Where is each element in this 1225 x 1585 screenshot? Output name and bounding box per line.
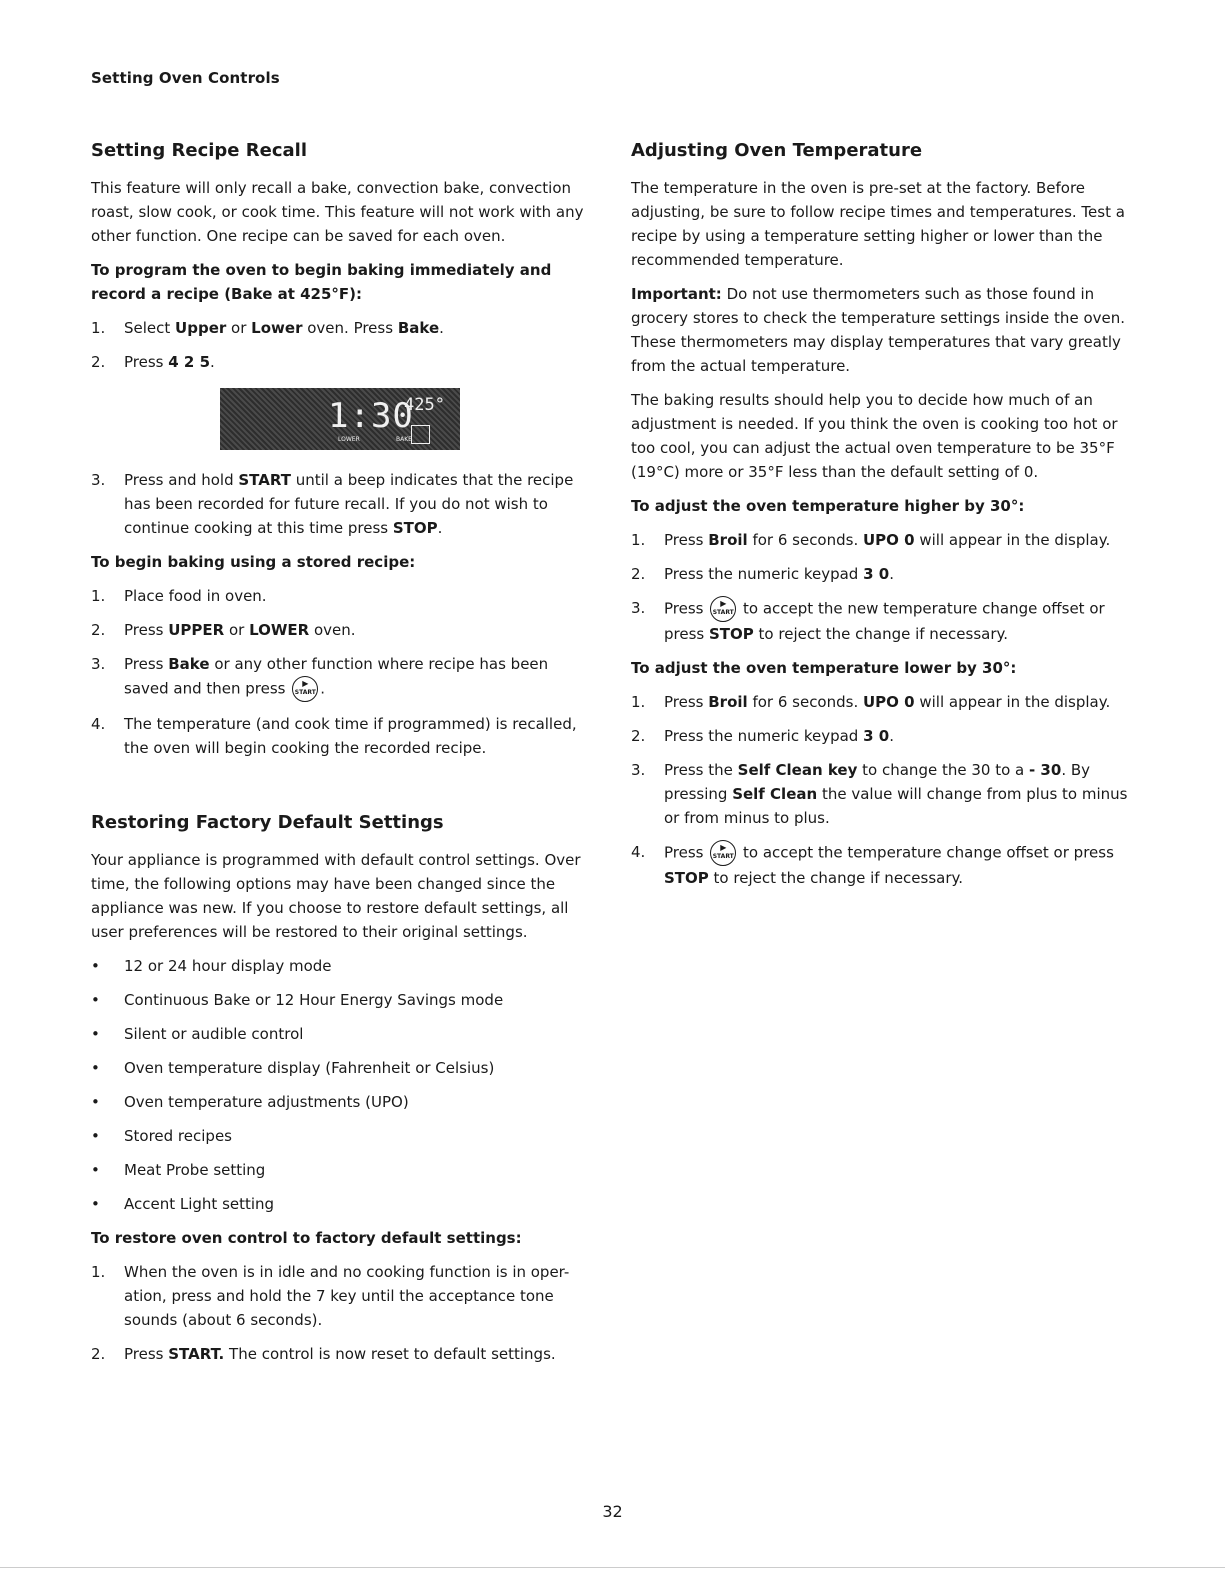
step-text: the value will change from plus to minus or from minus to plus. <box>664 785 1128 827</box>
step-bold: Bake <box>397 319 440 337</box>
step-text: for 6 seconds. <box>747 693 863 711</box>
list-item <box>631 528 1131 552</box>
display-time: 1:30 <box>328 396 414 436</box>
list-item <box>631 724 1131 748</box>
page-header: Setting Oven Controls <box>91 69 280 87</box>
start-icon-label: START <box>712 609 734 616</box>
step-bold: UPPER <box>168 621 225 639</box>
recipe-recall-title: Setting Recipe Recall <box>91 140 308 161</box>
step-text: . <box>889 565 894 583</box>
step-text: . <box>437 519 443 537</box>
factory-bullets <box>91 954 591 1216</box>
bullet-text: 12 or 24 hour display mode <box>124 957 332 975</box>
step-text: to change the 30 to a <box>857 761 1029 779</box>
bullet-text: Continuous Bake or 12 Hour Energy Savings mode <box>124 991 504 1009</box>
step-number: 1. <box>631 693 646 711</box>
adjust-important <box>631 282 1131 378</box>
list-item <box>91 652 591 702</box>
list-item <box>631 562 1131 586</box>
step-text: . <box>210 353 215 371</box>
step-text: Press <box>664 693 709 711</box>
step-number: 3. <box>631 599 646 617</box>
start-icon <box>710 840 736 866</box>
list-item <box>91 1342 591 1366</box>
important-label: Important: <box>631 285 722 303</box>
factory-title: Restoring Factory Default Settings <box>91 812 444 833</box>
step-text: Press <box>664 599 704 618</box>
step-bold: 3 0 <box>863 727 890 745</box>
step-text: . <box>439 319 444 337</box>
list-item <box>91 584 591 608</box>
step-bold: UPO 0 <box>863 693 915 711</box>
step-number: 1. <box>91 319 106 337</box>
step-number: 1. <box>91 587 106 605</box>
program-heading: To program the oven to begin baking immediately and record a recipe (Bake at 425°F): <box>91 261 552 303</box>
step-number: 2. <box>91 1345 106 1363</box>
step-text: Place food in oven. <box>124 587 267 605</box>
step-text: . <box>320 679 326 698</box>
bullet-icon: • <box>91 1025 100 1043</box>
step-text: will appear in the display. <box>914 531 1111 549</box>
factory-intro: Your appliance is programmed with default control settings. Over time, the following options may have been changed since the appliance was new. If you choose to restore default settings, all user preferences will be restored to their original settings. <box>91 851 581 941</box>
bullet-icon: • <box>91 991 100 1009</box>
bottom-divider <box>0 1567 1225 1568</box>
step-text: to reject the change if necessary. <box>753 625 1009 643</box>
step-number: 4. <box>91 715 106 733</box>
display-temperature: 425° <box>404 395 445 415</box>
step-bold: STOP <box>664 869 709 887</box>
list-item <box>91 1260 591 1332</box>
lower-heading: To adjust the oven temperature lower by 30°: <box>631 659 1017 677</box>
step-text: to reject the change if necessary. <box>708 869 964 887</box>
step-number: 2. <box>631 565 646 583</box>
step-text: oven. Press <box>302 319 398 337</box>
step-text: Press <box>664 531 709 549</box>
step-number: 3. <box>91 655 106 673</box>
list-item <box>91 350 591 374</box>
step-text: will appear in the display. <box>914 693 1111 711</box>
page-number: 32 <box>602 1502 623 1521</box>
bullet-text: Oven temperature display (Fahrenheit or Celsius) <box>124 1059 495 1077</box>
bullet-icon: • <box>91 1127 100 1145</box>
bullet-text: Stored recipes <box>124 1127 232 1145</box>
important-text: Do not use thermometers such as those found in grocery stores to check the temperature settings inside the oven. These thermometers may display temperatures that vary greatly from the actual temperature. <box>631 285 1125 375</box>
step-number: 4. <box>631 843 646 861</box>
step-text: The temperature (and cook time if programmed) is recalled, the oven will begin cooking the recorded recipe. <box>124 715 577 757</box>
play-icon: ▶ <box>720 843 727 852</box>
list-item <box>631 758 1131 830</box>
step-text: Press <box>124 621 169 639</box>
stored-heading: To begin baking using a stored recipe: <box>91 553 416 571</box>
step-bold: Broil <box>708 693 748 711</box>
step-text: for 6 seconds. <box>747 531 863 549</box>
step-bold: Bake <box>168 655 210 673</box>
adjust-intro: The temperature in the oven is pre-set at the factory. Before adjusting, be sure to follow recipe times and temperatures. Test a recipe by using a temperature setting higher or lower than the recommended temperature. <box>631 179 1125 269</box>
lower-steps <box>631 690 1131 890</box>
step-number: 2. <box>91 621 106 639</box>
stored-steps <box>91 584 591 760</box>
step-text: . <box>889 727 894 745</box>
list-item <box>91 1124 591 1148</box>
start-icon-label: START <box>712 853 734 860</box>
step-text: or any other function where recipe has been saved and then press <box>124 655 549 698</box>
program-steps-cont <box>91 468 591 540</box>
list-item <box>91 468 591 540</box>
step-text: oven. <box>309 621 356 639</box>
step-bold: STOP <box>709 625 754 643</box>
step-text: Press <box>124 353 169 371</box>
step-bold: Self Clean key <box>737 761 858 779</box>
display-bake-label: BAKE <box>396 436 412 443</box>
left-column <box>91 140 591 1376</box>
step-bold: START <box>238 471 291 489</box>
step-text: Select <box>124 319 176 337</box>
list-item <box>631 596 1131 646</box>
display-lower-label: LOWER <box>338 436 360 443</box>
start-icon-label: START <box>294 689 316 696</box>
step-text: to accept the temperature change offset or press <box>738 843 1114 862</box>
step-bold: START. <box>168 1345 225 1363</box>
step-text: or <box>224 621 250 639</box>
start-icon <box>710 596 736 622</box>
list-item <box>91 1192 591 1216</box>
step-text: The control is now reset to default settings. <box>224 1345 556 1363</box>
step-bold: Upper <box>175 319 227 337</box>
list-item <box>91 316 591 340</box>
step-number: 2. <box>631 727 646 745</box>
step-bold: Lower <box>251 319 303 337</box>
step-number: 3. <box>631 761 646 779</box>
step-text: to accept the new temperature change offset or press <box>664 599 1105 643</box>
start-icon <box>292 676 318 702</box>
list-item <box>91 712 591 760</box>
step-number: 1. <box>91 1263 106 1281</box>
adjust-results: The baking results should help you to decide how much of an adjustment is needed. If you think the oven is cooking too hot or too cool, you can adjust the actual oven temperature to be 35°F (19°C) more or 35°F less than the default setting of 0. <box>631 391 1118 481</box>
step-text: Press <box>124 655 169 673</box>
bullet-icon: • <box>91 1161 100 1179</box>
right-column <box>631 140 1131 900</box>
step-bold: STOP <box>392 519 438 537</box>
step-bold: 3 0 <box>863 565 890 583</box>
list-item <box>91 988 591 1012</box>
step-text: Press the <box>664 761 738 779</box>
step-text: until a beep indicates that the recipe has been recorded for future recall. If you do not wish to continue cooking at this time press <box>124 471 574 537</box>
list-item <box>91 1158 591 1182</box>
step-bold: - 30 <box>1028 761 1062 779</box>
step-number: 1. <box>631 531 646 549</box>
list-item <box>91 1090 591 1114</box>
display-indicator-box <box>411 425 430 444</box>
step-text: Press the numeric keypad <box>664 727 864 745</box>
bullet-icon: • <box>91 1059 100 1077</box>
list-item <box>91 1022 591 1046</box>
higher-steps <box>631 528 1131 646</box>
bullet-text: Meat Probe setting <box>124 1161 266 1179</box>
list-item <box>91 954 591 978</box>
step-number: 2. <box>91 353 106 371</box>
list-item <box>631 690 1131 714</box>
adjust-title: Adjusting Oven Temperature <box>631 140 923 161</box>
step-number: 3. <box>91 471 106 489</box>
bullet-text: Accent Light setting <box>124 1195 275 1213</box>
oven-display-image <box>220 388 460 450</box>
bullet-icon: • <box>91 1195 100 1213</box>
list-item <box>91 1056 591 1080</box>
step-text: When the oven is in idle and no cooking function is in oper- ation, press and hold the 7 key until the acceptance tone sounds (about 6 seconds). <box>124 1263 570 1329</box>
step-bold: UPO 0 <box>863 531 915 549</box>
step-text: or <box>226 319 252 337</box>
step-text: Press and hold <box>124 471 239 489</box>
higher-heading: To adjust the oven temperature higher by 30°: <box>631 497 1025 515</box>
list-item <box>91 618 591 642</box>
list-item <box>631 840 1131 890</box>
bullet-text: Oven temperature adjustments (UPO) <box>124 1093 409 1111</box>
step-text: Press the numeric keypad <box>664 565 864 583</box>
step-bold: 4 2 5 <box>168 353 211 371</box>
restore-heading: To restore oven control to factory default settings: <box>91 1229 522 1247</box>
step-text: Press <box>664 843 704 862</box>
recipe-recall-intro: This feature will only recall a bake, convection bake, convection roast, slow cook, or cook time. This feature will not work with any other function. One recipe can be saved for each oven. <box>91 179 584 245</box>
program-steps <box>91 316 591 374</box>
restore-steps <box>91 1260 591 1366</box>
step-bold: Broil <box>708 531 748 549</box>
play-icon: ▶ <box>720 599 727 608</box>
bullet-icon: • <box>91 1093 100 1111</box>
bullet-icon: • <box>91 957 100 975</box>
step-bold: Self Clean <box>732 785 818 803</box>
step-bold: LOWER <box>249 621 310 639</box>
step-text: Press <box>124 1345 169 1363</box>
play-icon: ▶ <box>302 679 309 688</box>
step-text: . By pressing <box>664 761 1091 803</box>
bullet-text: Silent or audible control <box>124 1025 304 1043</box>
